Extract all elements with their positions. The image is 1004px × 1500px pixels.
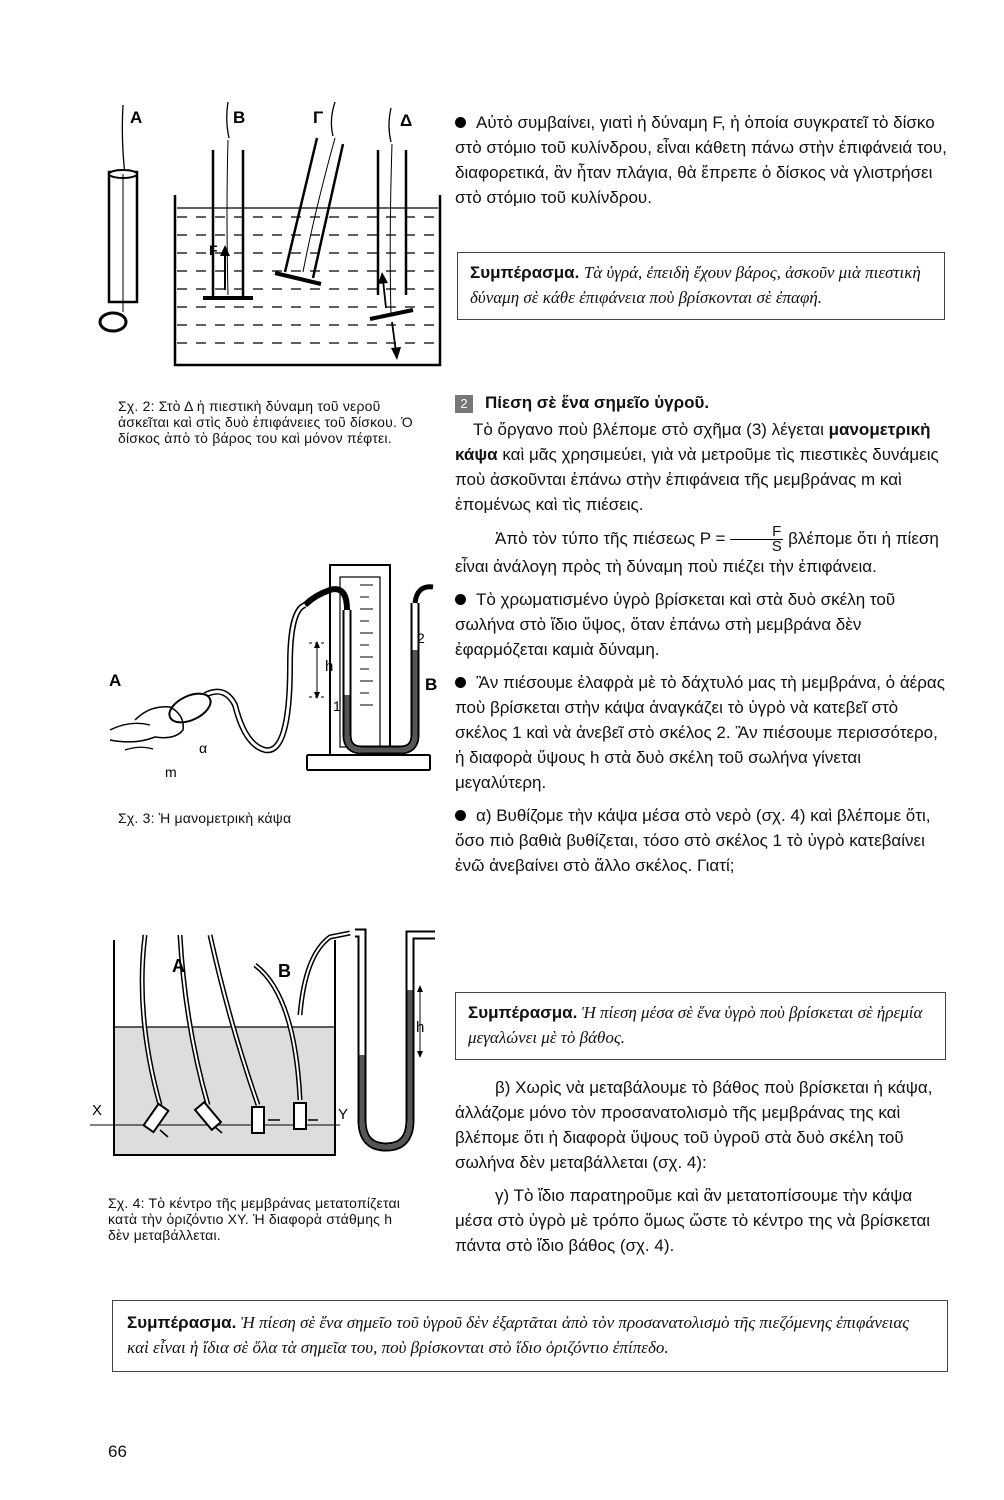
fig2-label-c: Γ: [313, 108, 324, 127]
conclusion-box-1: [457, 252, 945, 320]
figure-2-illustration: [95, 90, 445, 375]
section-title: Πίεση σὲ ἕνα σημεῖο ὑγροῦ.: [485, 393, 710, 412]
section-2: [455, 390, 950, 886]
paragraph-7: β) Χωρὶς νὰ μεταβάλουμε τὸ βάθος ποὺ βρίσκεται ἡ κάψα, ἀλλάζομε μόνο τὸν προσανατολισμὸ τῆς μεμβράνας της καὶ βλέπομε ὅτι ἡ διαφορὰ ὕψους τοῦ ὑγροῦ στὰ δυὸ σκέλη τοῦ σωλήνα δὲν μεταβάλλεται (σχ. 4):: [455, 1078, 933, 1172]
figure-4-illustration: [90, 915, 450, 1180]
figure-3-caption: Σχ. 3: Ἡ μανομετρικὴ κάψα: [118, 810, 292, 826]
conclusion-2-label: Συμπέρασμα.: [468, 1003, 578, 1022]
fig3-label-1: 1: [333, 698, 341, 714]
bullet-icon: [455, 677, 466, 688]
conclusion-3-label: Συμπέρασμα.: [127, 1313, 237, 1332]
bullet-icon: [455, 810, 466, 821]
fig2-label-a: Α: [130, 108, 143, 127]
fig4-label-y: Y: [338, 1106, 349, 1123]
conclusion-box-3: [112, 1300, 948, 1372]
section-number: 2: [455, 395, 473, 413]
fig2-label-d: Δ: [400, 111, 413, 130]
paragraph-4: Τὸ χρωματισμένο ὑγρὸ βρίσκεται καὶ στὰ δυὸ σκέλη τοῦ σωλήνα στὸ ἴδιο ὕψος, ὅταν ἐπάνω στὴ μεμβράνα δὲν ἐφαρμόζεται καμιὰ δύναμη.: [455, 590, 896, 659]
fig3-label-h: h: [325, 658, 334, 675]
figure-4-caption: Σχ. 4: Τὸ κέντρο τῆς μεμβράνας μετατοπίζεται κατὰ τὴν ὁριζόντιο ΧΥ. Ἡ διαφορὰ στάθμης h δὲν μεταβάλλεται.: [108, 1195, 401, 1243]
paragraph-5: Ἂν πιέσουμε ἐλαφρὰ μὲ τὸ δάχτυλό μας τὴ μεμβράνα, ὁ ἀέρας ποὺ βρίσκεται στὴν κάψα ἀναγκάζει τὸ ὑγρὸ νὰ κατεβεῖ στὸ σκέλος 1 καὶ νὰ ἀνεβεῖ στὸ σκέλος 2. Ἂν πιέσουμε περισσότερο, ἡ διαφορὰ ὕψους h στὰ δυὸ σκέλη τοῦ σωλήνα γίνεται μεγαλύτερη.: [455, 673, 945, 792]
bullet-icon: [455, 117, 466, 128]
paragraph-8: γ) Τὸ ἴδιο παρατηροῦμε καὶ ἂν μετατοπίσουμε τὴν κάψα μέσα στὸ ὑγρὸ μὲ τρόπο ὅμως ὥστε τὸ κέντρο της νὰ βρίσκεται πάντα στὸ ἴδιο βάθος (σχ. 4).: [455, 1186, 931, 1255]
figure-2-caption: Σχ. 2: Στὸ Δ ἡ πιεστικὴ δύναμη τοῦ νεροῦ ἀσκεῖται καὶ στὶς δυὸ ἐπιφάνειες τοῦ δίσκου. Ὁ δίσκος ἀπὸ τὸ βάρος του καὶ μόνον πέφτει.: [118, 398, 413, 446]
fig3-label-a: Α: [109, 671, 122, 690]
conclusion-2-text: Ἡ πίεση μέσα σὲ ἕνα ὑγρὸ ποὺ βρίσκεται σὲ ἠρεμία μεγαλώνει μὲ τὸ βάθος.: [468, 1003, 923, 1047]
conclusion-box-2: [455, 992, 946, 1060]
fig4-label-h: h: [416, 1019, 425, 1036]
fig3-label-m: m: [165, 764, 177, 780]
paragraphs-b-c: [455, 1075, 950, 1266]
fig4-label-x: X: [92, 1102, 103, 1119]
conclusion-3-text: Ἡ πίεση σὲ ἕνα σημεῖο τοῦ ὑγροῦ δὲν ἐξαρτᾶται ἀπὸ τὸν προσανατολισμὸ τῆς πιεζόμενης ἐπιφάνειας καὶ εἶναι ἡ ἴδια σὲ ὅλα τὰ σημεῖα του, ποὺ βρίσκονται στὸ ἴδιο ὁριζόντιο ἐπίπεδο.: [127, 1313, 910, 1357]
paragraph-6: α) Βυθίζομε τὴν κάψα μέσα στὸ νερὸ (σχ. 4) καὶ βλέπομε ὅτι, ὅσο πιὸ βαθιὰ βυθίζεται, τόσο στὸ σκέλος 1 τὸ ὑγρὸ κατεβαίνει ἐνῶ ἀνεβαίνει στὸ ἄλλο σκέλος. Γιατί;: [455, 806, 931, 875]
fig2-label-f: F: [209, 242, 218, 258]
conclusion-1-label: Συμπέρασμα.: [470, 263, 580, 282]
formula-fraction: $\frac{F}{S}$: [730, 525, 783, 554]
fig3-label-2: 2: [417, 630, 425, 646]
fig4-label-b: Β: [278, 961, 291, 981]
bullet-icon: [455, 594, 466, 605]
term-manometric-capsule: μανομετρικὴ κάψα: [455, 420, 931, 464]
fig3-label-b: Β: [425, 675, 438, 694]
fig4-label-a: Α: [172, 956, 185, 976]
figure-3-illustration: [95, 555, 445, 795]
conclusion-1-text: Τὰ ὑγρά, ἐπειδὴ ἔχουν βάρος, ἀσκοῦν μιὰ πιεστικὴ δύναμη σὲ κάθε ἐπιφάνεια ποὺ βρίσκονται σὲ ἐπαφή.: [470, 263, 921, 307]
page-number: 66: [108, 1442, 127, 1461]
paragraph-2: Τὸ ὄργανο ποὺ βλέπομε στὸ σχῆμα (3) λέγεται μανομετρικὴ κάψα καὶ μᾶς χρησιμεύει, γιὰ νὰ μετροῦμε τὶς πιεστικὲς δυνάμεις ποὺ ἀσκοῦνται ἐπάνω στὴν ἐπιφάνεια τῆς μεμβράνας m καὶ ἑπομένως καὶ τὶς πιέσεις.: [455, 420, 939, 514]
fig3-label-alpha: α: [199, 740, 208, 756]
fig2-disk-a: [100, 313, 126, 331]
paragraph-3: Ἀπὸ τὸν τύπο τῆς πιέσεως P = $\frac{F}{S}$ βλέπομε ὅτι ἡ πίεση εἶναι ἀνάλογη πρὸς τὴ δύναμη ποὺ πιέζει τὴν ἐπιφάνεια.: [455, 523, 939, 576]
fig2-label-b: Β: [233, 108, 246, 127]
paragraph-1: Αὐτὸ συμβαίνει, γιατὶ ἡ δύναμη F, ἡ ὁποία συγκρατεῖ τὸ δίσκο στὸ στόμιο τοῦ κυλίνδρου, εἶναι κάθετη πάνω στὴν ἐπιφάνειά του, διαφορετικά, ἂν ἦταν πλάγια, θὰ ἔπρεπε ὁ δίσκος νὰ γλιστρήσει στὸ στόμιο τοῦ κυλίνδρου.: [455, 113, 947, 207]
